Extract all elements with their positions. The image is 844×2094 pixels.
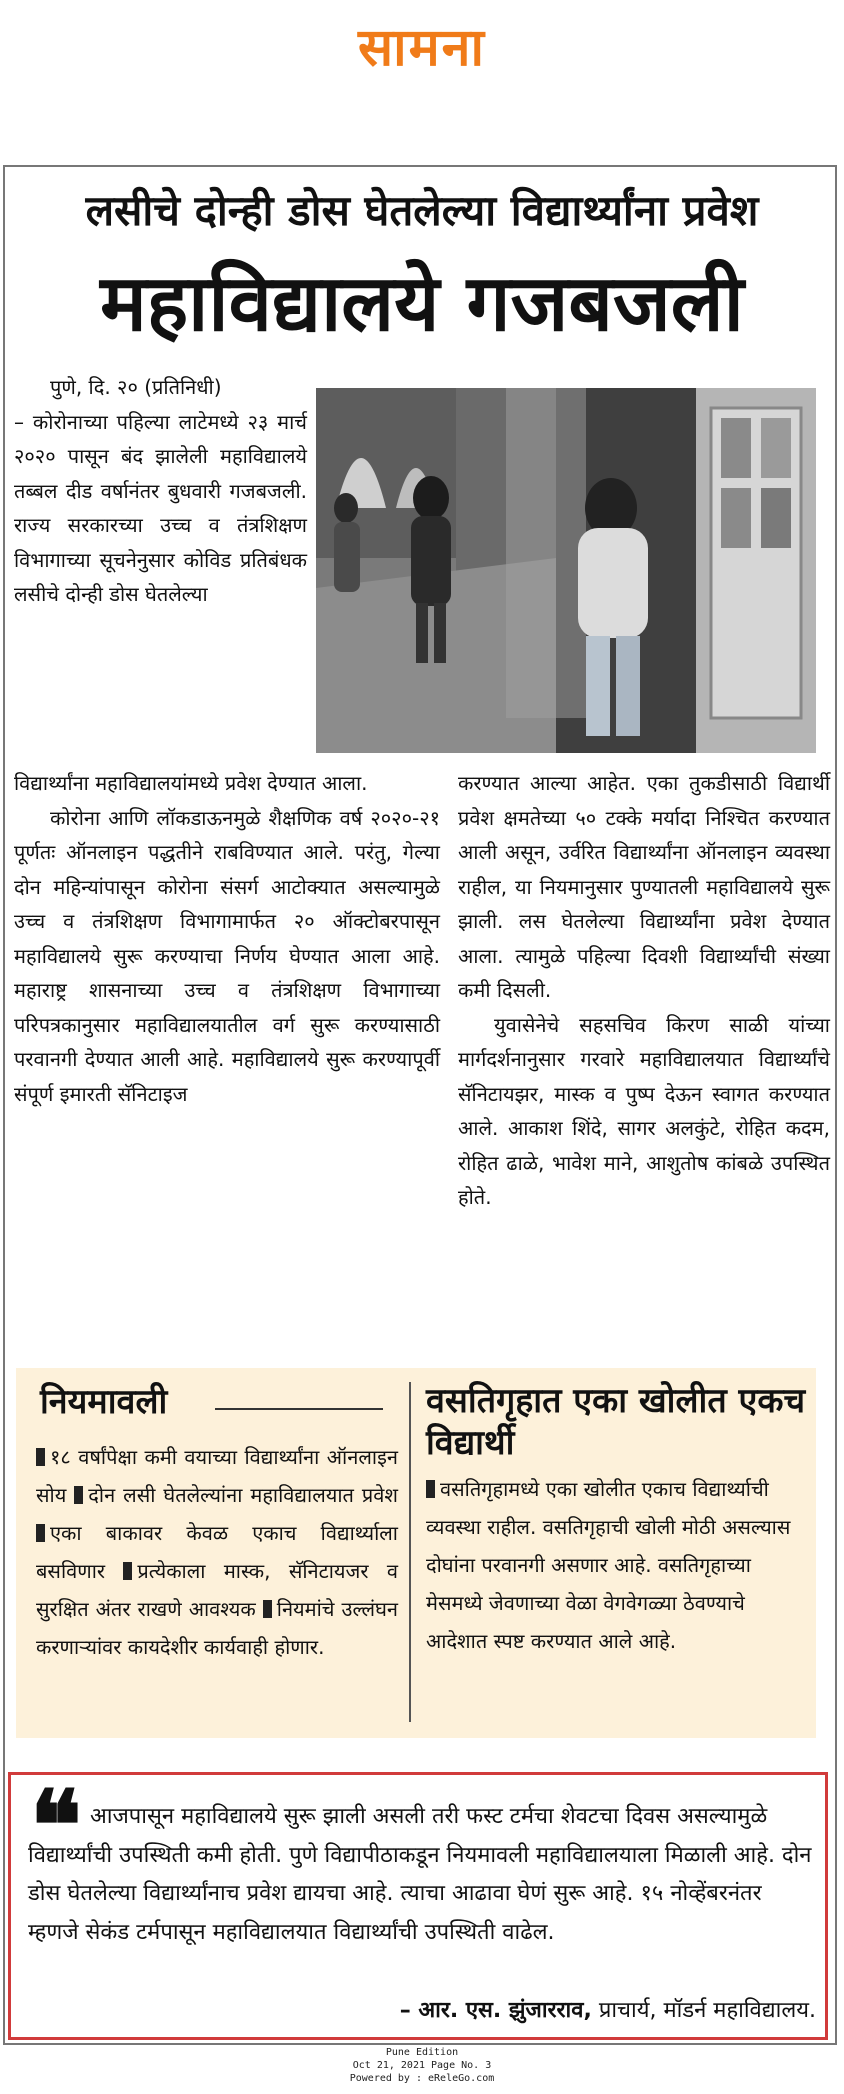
footer-powered-by: Powered by : eReleGo.com — [349, 2073, 495, 2084]
quote-designation: प्राचार्य, मॉडर्न महाविद्यालय. — [598, 1998, 816, 2023]
article-lead-continued: विद्यार्थ्यांना महाविद्यालयांमध्ये प्रवेश देण्यात आला. — [14, 771, 368, 795]
rules-title-rule — [215, 1408, 383, 1410]
hostel-box-text: वसतिगृहामध्ये एका खोलीत एकाच विद्यार्थ्याची व्यवस्था राहील. वसतिगृहाची खोली मोठी असल्यास दोघांना परवानगी असणार आहे. वसतिगृहाच्या मेसमध्ये जेवणाच्या वेळा वेगवेगळ्या ठेवण्याचे आदेशात स्पष्ट करण्यात आले आहे. — [426, 1477, 791, 1653]
rules-box-body — [36, 1438, 398, 1666]
bullet-square-icon — [426, 1480, 435, 1498]
quote-signature — [400, 1995, 816, 2027]
quote-author: – आर. एस. झुंजारराव, — [399, 1998, 592, 2023]
bullet-square-icon — [74, 1486, 83, 1504]
footer-date-page: Oct 21, 2021 Page No. 3 — [352, 2060, 492, 2071]
hostel-box-title: वसतिगृहात एका खोलीत एकच विद्यार्थी — [426, 1381, 806, 1463]
rule-item: नियमांचे उल्लंघन करणाऱ्यांवर कायदेशीर कार्यवाही होणार. — [36, 1597, 398, 1659]
newspaper-masthead: सामना — [357, 18, 487, 78]
bullet-square-icon — [36, 1448, 45, 1466]
rule-item: एका बाकावर केवळ एकाच विद्यार्थ्याला बसविणार — [36, 1521, 398, 1583]
info-boxes-divider — [409, 1382, 411, 1722]
rule-item: दोन लसी घेतलेल्यांना महाविद्यालयात प्रवेश — [88, 1483, 399, 1507]
bullet-square-icon — [263, 1600, 272, 1618]
article-lead-text: – कोरोनाच्या पहिल्या लाटेमध्ये २३ मार्च २०२० पासून बंद झालेली महाविद्यालये तब्बल दीड वर्षानंतर बुधवारी गजबजली. राज्य सरकारच्या उच्च व तंत्रशिक्षण विभागाच्या सूचनेनुसार कोविड प्रतिबंधक लसीचे दोन्ही डोस घेतलेल्या — [14, 409, 307, 606]
article-paragraph: कोरोना आणि लॉकडाऊनमुळे शैक्षणिक वर्ष २०२०-२१ पूर्णतः ऑनलाइन पद्धतीने राबविण्यात आले. परंतु, गेल्या दोन महिन्यांपासून कोरोना संसर्ग आटोक्यात असल्यामुळे उच्च व तंत्रशिक्षण विभागामार्फत २० ऑक्टोबरपासून महाविद्यालये सुरू करण्याचा निर्णय घेण्यात आला आहे. महाराष्ट्र शासनाच्या उच्च व तंत्रशिक्षण विभागाच्या परिपत्रकानुसार महाविद्यालयातील वर्ग सुरू करण्यासाठी परवानगी देण्यात आली आहे. महाविद्यालये सुरू करण्यापूर्वी संपूर्ण इमारती सॅनिटाइज — [14, 805, 440, 1106]
quote-text: आजपासून महाविद्यालये सुरू झाली असली तरी फस्ट टर्मचा शेवटचा दिवस असल्यामुळे विद्यार्थ्यांची उपस्थिती कमी होती. पुणे विद्यापीठाकडून नियमावली महाविद्यालयाला मिळाली आहे. दोन डोस घेतलेल्या विद्यार्थ्यांनाच प्रवेश द्यायचा आहे. त्याचा आढावा घेणं सुरू आहे. १५ नोव्हेंबरनंतर म्हणजे सेकंड टर्मपासून महाविद्यालयात विद्यार्थ्यांची उपस्थिती वाढेल. — [28, 1804, 812, 1945]
students-entering-college-photo — [316, 388, 816, 753]
article-headline: महाविद्यालये गजबजली — [100, 259, 744, 349]
rule-item: प्रत्येकाला मास्क, सॅनिटायजर व सुरक्षित अंतर राखणे आवश्यक — [36, 1559, 398, 1621]
article-lead-column — [14, 370, 307, 612]
bullet-square-icon — [36, 1524, 45, 1542]
article-dateline: पुणे, दि. २० (प्रतिनिधी) — [50, 375, 222, 399]
bullet-square-icon — [123, 1562, 132, 1580]
article-paragraph: युवासेनेचे सहसचिव किरण साळी यांच्या मार्गदर्शनानुसार गरवारे महाविद्यालयात विद्यार्थ्यांचे सॅनिटायझर, मास्क व पुष्प देऊन स्वागत करण्यात आले. आकाश शिंदे, सागर अलकुंटे, रोहित कदम, रोहित ढाळे, भावेश माने, आशुतोष कांबळे उपस्थित होते. — [458, 1012, 830, 1209]
article-subheadline: लसीचे दोन्ही डोस घेतलेल्या विद्यार्थ्यांना प्रवेश — [85, 186, 759, 235]
article-right-column — [458, 766, 830, 1215]
footer-edition: Pune Edition — [385, 2047, 459, 2058]
quote-mark-icon: ❝ — [30, 1769, 82, 1882]
article-photo — [316, 388, 816, 753]
hostel-box-body — [426, 1470, 806, 1660]
article-paragraph: करण्यात आल्या आहेत. एका तुकडीसाठी विद्यार्थी प्रवेश क्षमतेच्या ५० टक्के मर्यादा निश्चित करण्यात आली असून, उर्वरित विद्यार्थ्यांना ऑनलाइन व्यवस्था राहील, या नियमानुसार पुण्यातली महाविद्यालये सुरू झाली. लस घेतलेल्या विद्यार्थ्यांना प्रवेश देण्यात आला. त्यामुळे पहिल्या दिवशी विद्यार्थ्यांची संख्या कमी दिसली. — [458, 771, 830, 1002]
article-left-column — [14, 766, 440, 1111]
rule-item: १८ वर्षांपेक्षा कमी वयाच्या विद्यार्थ्यांना ऑनलाइन सोय — [36, 1445, 398, 1507]
rules-box-title: नियमावली — [40, 1382, 168, 1422]
page-footer — [0, 2046, 844, 2085]
